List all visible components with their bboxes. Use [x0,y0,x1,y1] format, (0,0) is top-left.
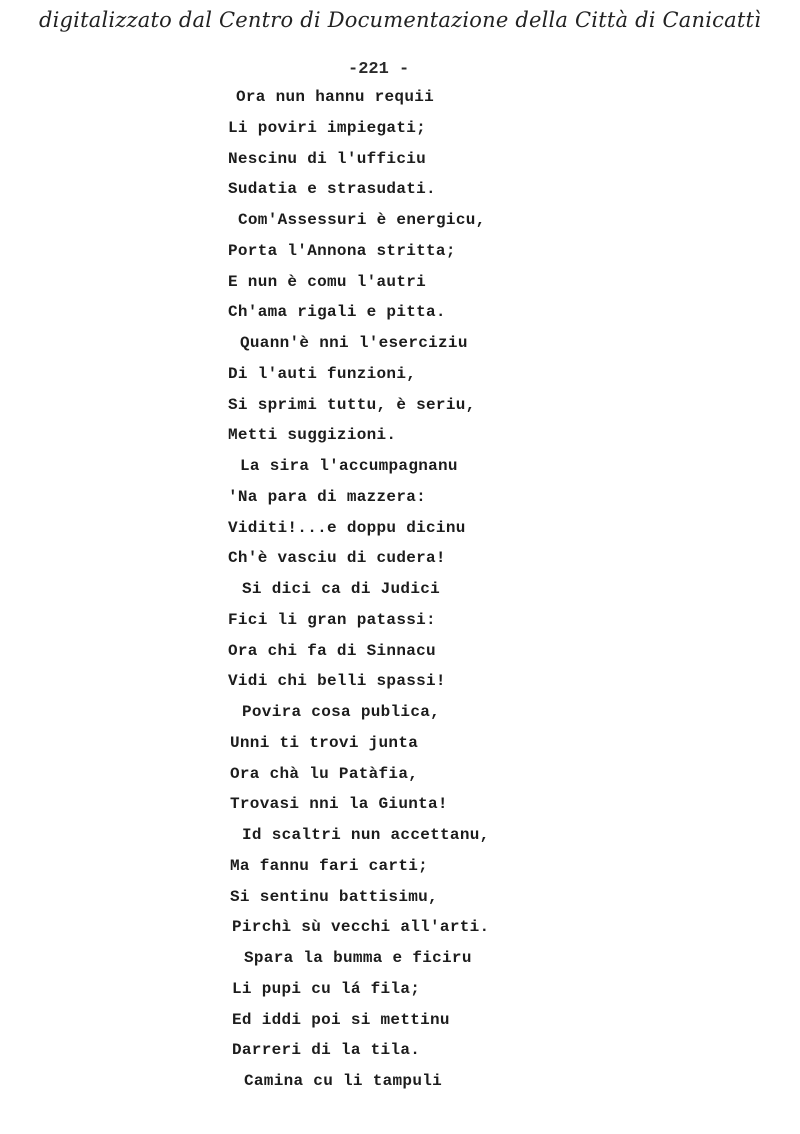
poem-line: Di l'auti funzioni, [228,365,417,383]
poem-line: Darreri di la tila. [232,1041,421,1059]
poem-line: Unni ti trovi junta [230,734,419,752]
poem-line: Camina cu li tampuli [244,1072,443,1090]
poem-line: Ma fannu fari carti; [230,857,429,875]
poem-line: Quann'è nni l'eserciziu [240,334,468,352]
poem-line: Com'Assessuri è energicu, [238,211,486,229]
poem-line: Ora chi fa di Sinnacu [228,642,436,660]
page-number: -221 - [348,60,410,79]
poem-line: Si sprimi tuttu, è seriu, [228,396,476,414]
poem-line: Pirchì sù vecchi all'arti. [232,918,490,936]
poem-line: Metti suggizioni. [228,426,397,444]
poem-line: Ed iddi poi si mettinu [232,1011,450,1029]
poem-line: Ora nun hannu requii [236,88,435,106]
poem-line: Fici li gran patassi: [228,611,436,629]
poem-line: Trovasi nni la Giunta! [230,795,448,813]
poem-line: Li pupi cu lá fila; [232,980,421,998]
poem-line: Ora chà lu Patàfia, [230,765,419,783]
poem-line: Ch'è vasciu di cudera! [228,549,446,567]
poem-line: Ch'ama rigali e pitta. [228,303,446,321]
poem-line: Vidi chi belli spassi! [228,672,446,690]
digitization-credit: digitalizzato dal Centro di Documentazione della Città di Canicattì [38,8,762,32]
poem-line: Viditi!...e doppu dicinu [228,519,466,537]
poem-line: Sudatia e strasudati. [228,180,436,198]
poem-line: Povira cosa publica, [242,703,441,721]
poem-line: Li poviri impiegati; [228,119,427,137]
poem-line: Porta l'Annona stritta; [228,242,456,260]
poem-line: Nescinu di l'ufficiu [228,150,427,168]
poem-line: Id scaltri nun accettanu, [242,826,490,844]
poem-line: 'Na para di mazzera: [228,488,427,506]
poem-line: Si sentinu battisimu, [230,888,438,906]
poem-line: La sira l'accumpagnanu [240,457,458,475]
poem-line: E nun è comu l'autri [228,273,427,291]
poem-line: Si dici ca di Judici [242,580,441,598]
poem-line: Spara la bumma e ficiru [244,949,472,967]
